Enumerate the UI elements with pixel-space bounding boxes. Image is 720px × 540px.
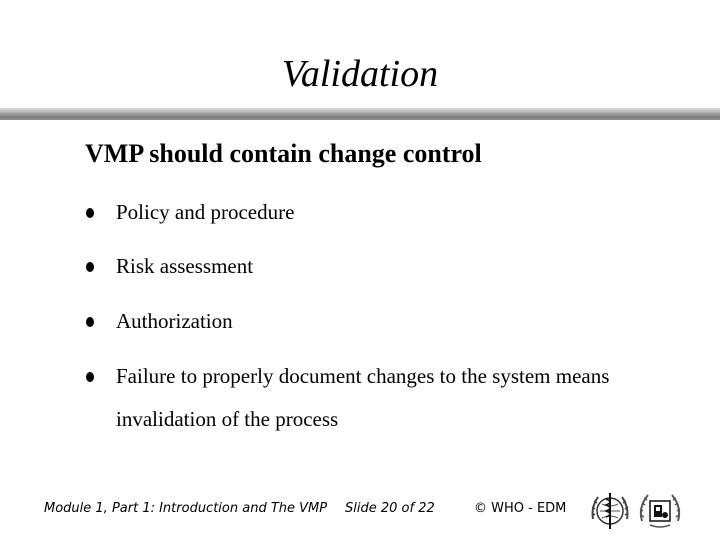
bullet-text: Risk assessment <box>116 254 254 278</box>
bullet-text: Authorization <box>116 309 233 333</box>
footer-module: Module 1, Part 1: Introduction and The VMP <box>44 501 328 516</box>
title-divider <box>0 108 720 120</box>
bullet-text: Failure to properly document changes to the system means invalidation of the process <box>116 364 610 431</box>
bullet-icon <box>86 262 94 272</box>
slide-subtitle: VMP should contain change control <box>85 139 482 168</box>
who-emblem-icon <box>588 489 632 533</box>
footer-copyright: © WHO - EDM <box>474 501 567 516</box>
bullet-icon <box>86 372 94 382</box>
bullet-text: Policy and procedure <box>116 200 295 224</box>
bullet-item <box>86 300 696 343</box>
bullet-icon <box>86 317 94 327</box>
bullet-item <box>86 191 696 234</box>
bullet-item <box>86 245 696 288</box>
footer-slide-number: Slide 20 of 22 <box>345 501 435 516</box>
bullet-icon <box>86 208 94 218</box>
un-emblem-icon <box>636 489 684 533</box>
bullet-item <box>86 355 696 441</box>
slide-title: Validation <box>281 53 439 95</box>
